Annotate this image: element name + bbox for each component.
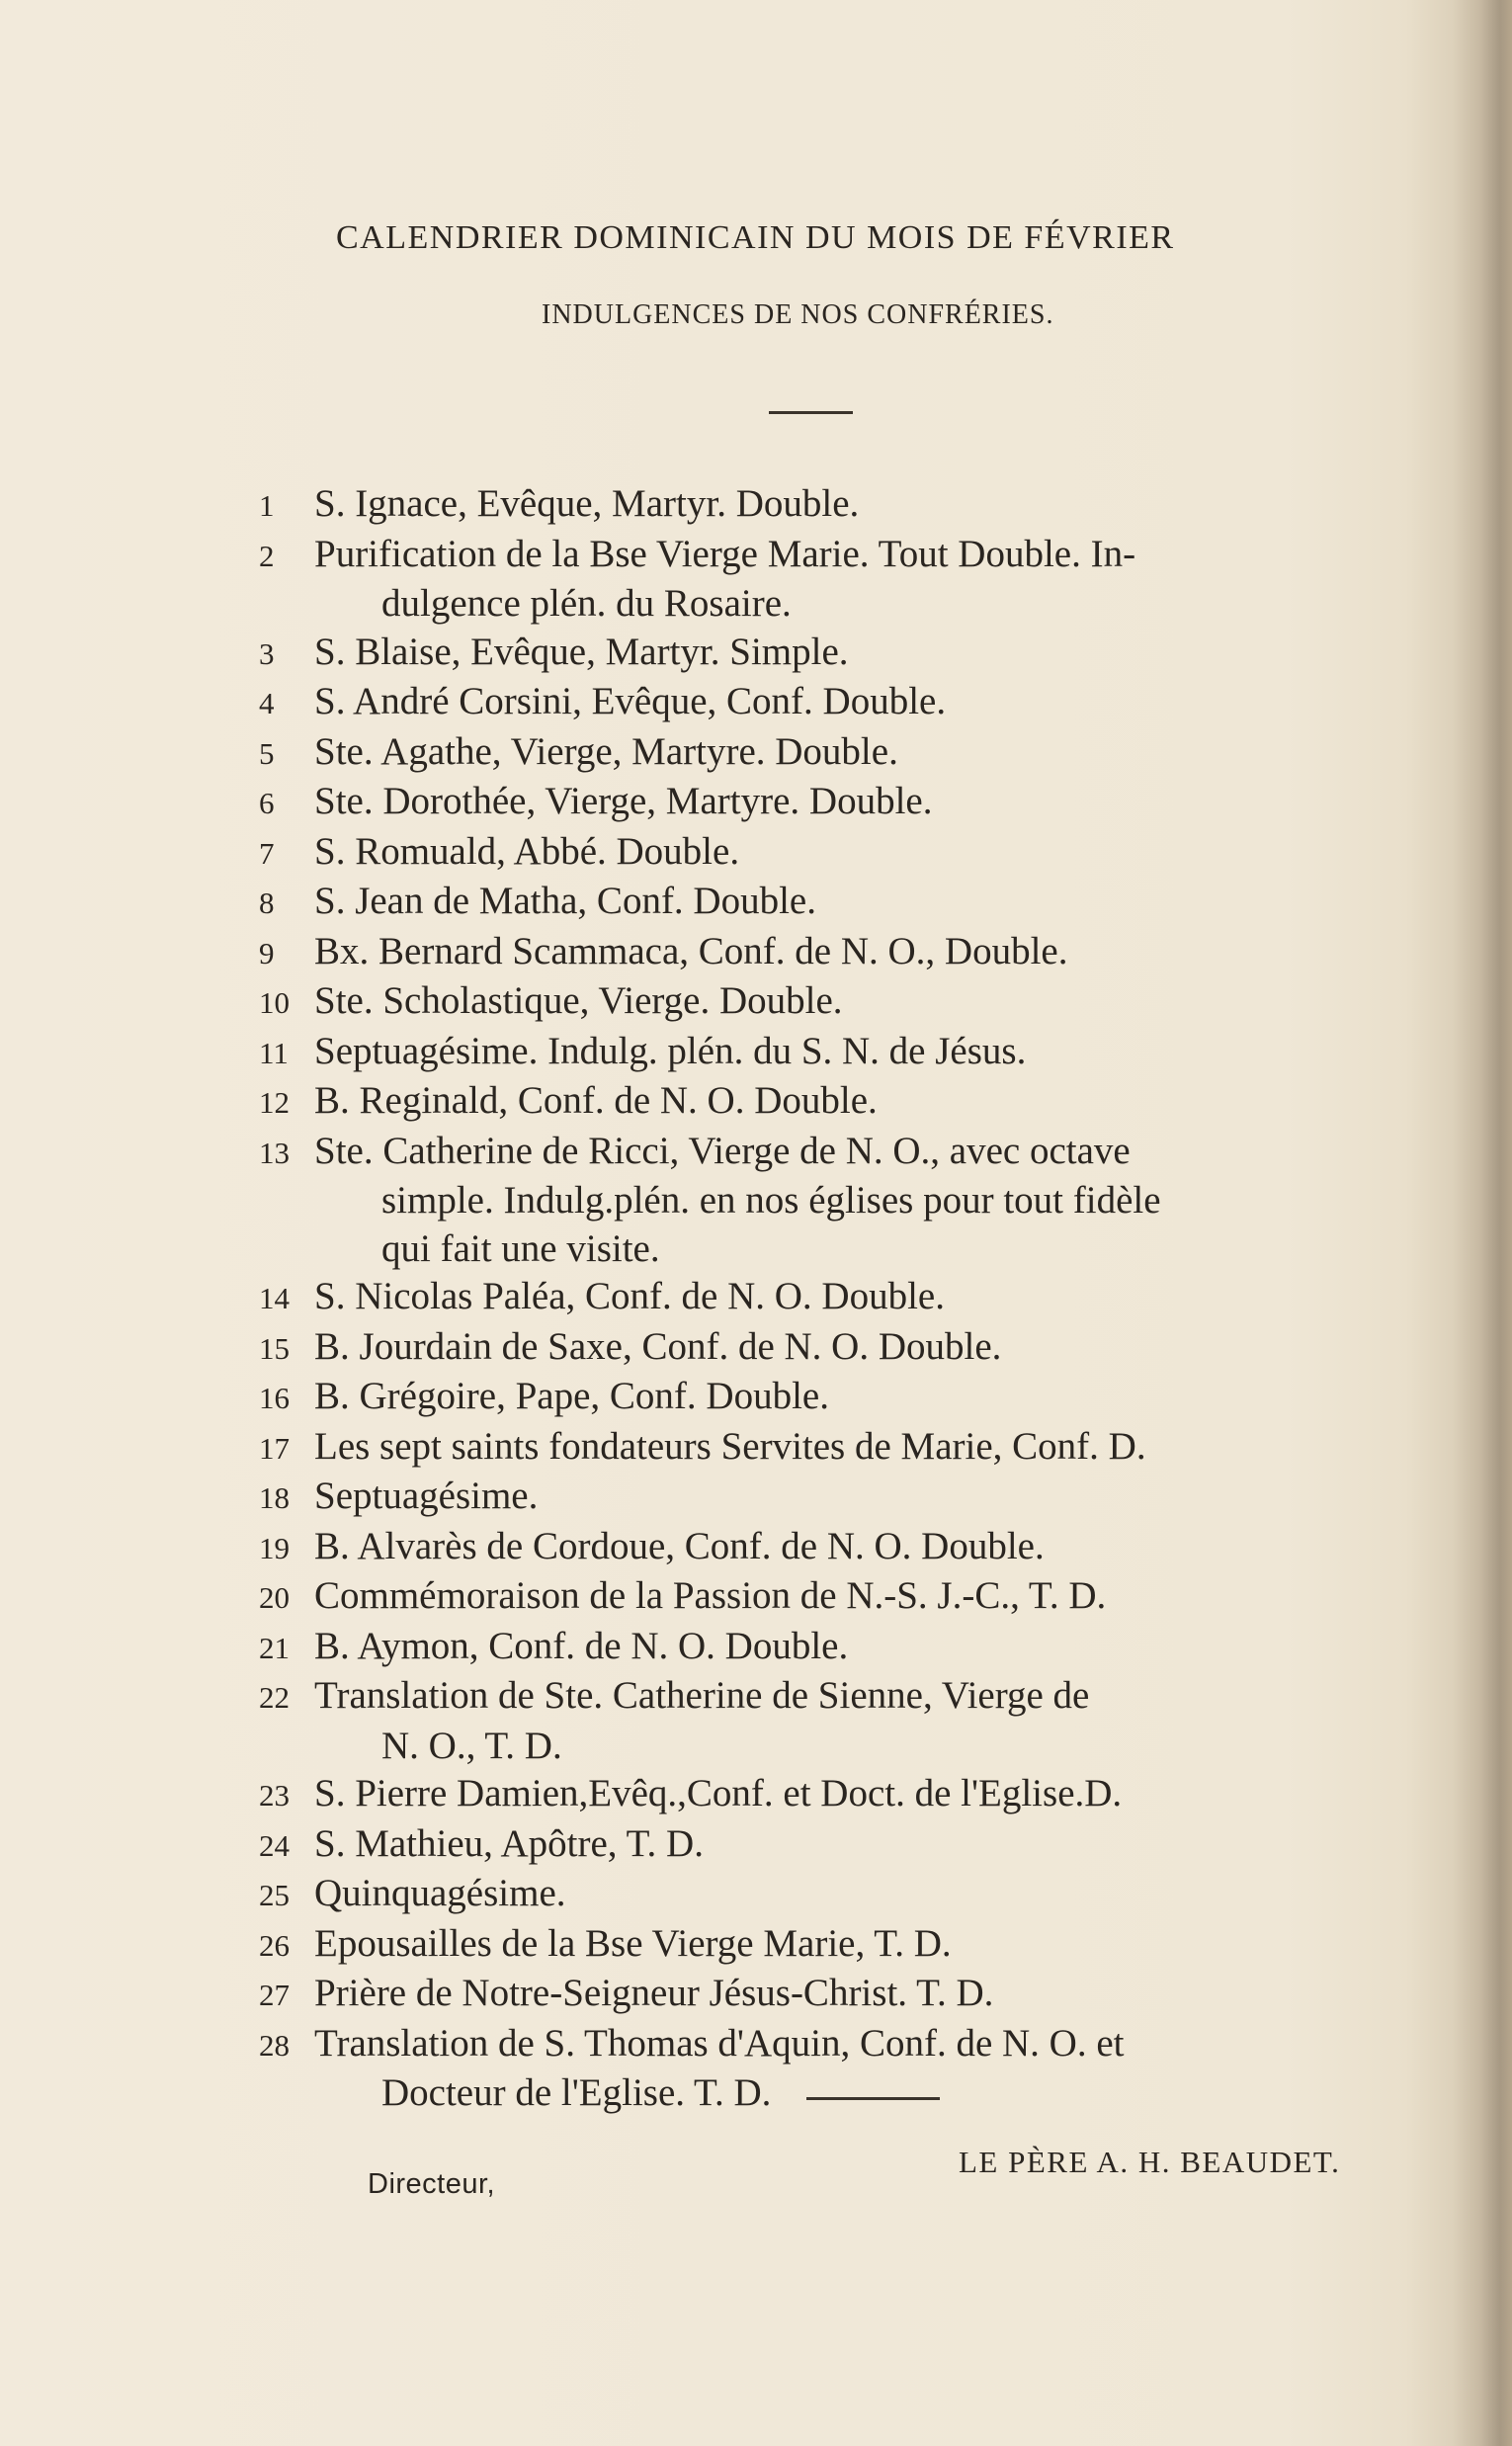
calendar-entry xyxy=(259,1623,1474,1673)
entry-day-number: 21 xyxy=(259,1630,290,1665)
entry-text: Ste. Catherine de Ricci, Vierge de N. O., avec octave xyxy=(314,1129,1131,1172)
entry-day-number: 10 xyxy=(259,985,290,1020)
calendar-entry xyxy=(259,2020,1474,2070)
entry-day-number: 17 xyxy=(259,1430,290,1466)
entry-text: Quinquagésime. xyxy=(314,1872,566,1914)
calendar-entry xyxy=(259,1770,1474,1820)
entry-day-number: 7 xyxy=(259,835,275,871)
calendar-entry xyxy=(259,928,1474,978)
entry-text: Bx. Bernard Scammaca, Conf. de N. O., Double. xyxy=(314,929,1068,972)
entry-day-number: 27 xyxy=(259,1978,290,2012)
entry-text: Ste. Agathe, Vierge, Martyre. Double. xyxy=(314,729,898,773)
entry-day-number: 6 xyxy=(259,786,275,820)
entry-day-number: 14 xyxy=(259,1281,290,1315)
entry-day-number: 20 xyxy=(259,1580,290,1615)
entry-text: Epousailles de la Bse Vierge Marie, T. D. xyxy=(314,1921,952,1965)
entry-text: B. Reginald, Conf. de N. O. Double. xyxy=(314,1079,878,1122)
entry-text: S. Blaise, Evêque, Martyr. Simple. xyxy=(314,630,849,673)
entry-day-number: 18 xyxy=(259,1480,290,1515)
entry-text: Translation de S. Thomas d'Aquin, Conf. de N. O. et xyxy=(314,2021,1125,2065)
entry-text: B. Grégoire, Pape, Conf. Double. xyxy=(314,1375,829,1417)
entry-text: Septuagésime. Indulg. plén. du S. N. de Jésus. xyxy=(314,1029,1027,1072)
entry-day-number: 19 xyxy=(259,1530,290,1565)
entry-text: S. Nicolas Paléa, Conf. de N. O. Double. xyxy=(314,1275,945,1317)
entry-day-number: 24 xyxy=(259,1827,290,1863)
entry-day-number: 1 xyxy=(259,488,275,523)
entry-text: S. Pierre Damien,Evêq.,Conf. et Doct. de l'Eglise.D. xyxy=(314,1772,1123,1814)
calendar-entry xyxy=(259,1373,1474,1423)
calendar-entry xyxy=(259,1273,1474,1323)
entry-text: S. Ignace, Evêque, Martyr. Double. xyxy=(314,482,860,525)
entry-text: Prière de Notre-Seigneur Jésus-Christ. T. D. xyxy=(314,1972,994,2014)
entry-day-number: 23 xyxy=(259,1778,290,1813)
calendar-list xyxy=(259,480,1474,2118)
calendar-entry xyxy=(259,1672,1474,1723)
calendar-entry xyxy=(259,1970,1474,2020)
entry-text: Translation de Ste. Catherine de Sienne, Vierge de xyxy=(314,1674,1090,1717)
page-title: CALENDRIER DOMINICAIN DU MOIS DE FÉVRIER xyxy=(336,219,1175,256)
calendar-entry xyxy=(259,778,1474,828)
entry-text: S. Jean de Matha, Conf. Double. xyxy=(314,880,816,922)
entry-text: Septuagésime. xyxy=(314,1475,539,1517)
calendar-entry xyxy=(259,1870,1474,1920)
entry-text: B. Alvarès de Cordoue, Conf. de N. O. Double. xyxy=(314,1524,1045,1567)
calendar-entry xyxy=(259,977,1474,1028)
entry-day-number: 8 xyxy=(259,886,275,920)
entry-day-number: 3 xyxy=(259,635,275,671)
entry-text: S. André Corsini, Evêque, Conf. Double. xyxy=(314,680,947,722)
entry-day-number: 13 xyxy=(259,1135,290,1170)
divider-bottom xyxy=(806,2097,940,2100)
entry-day-number: 11 xyxy=(259,1035,289,1070)
director-label: Directeur, xyxy=(368,2168,496,2200)
calendar-entry xyxy=(259,480,1474,531)
page-subtitle: INDULGENCES DE NOS CONFRÉRIES. xyxy=(542,299,1054,330)
entry-text: S. Mathieu, Apôtre, T. D. xyxy=(314,1821,704,1865)
entry-day-number: 28 xyxy=(259,2027,290,2063)
entry-continuation: qui fait une visite. xyxy=(381,1226,660,1270)
calendar-entry xyxy=(259,1323,1474,1374)
entry-day-number: 12 xyxy=(259,1085,290,1120)
calendar-entry xyxy=(259,828,1474,879)
entry-day-number: 26 xyxy=(259,1927,290,1963)
entry-day-number: 22 xyxy=(259,1680,290,1715)
calendar-entry xyxy=(259,1523,1474,1573)
entry-text: Ste. Dorothée, Vierge, Martyre. Double. xyxy=(314,780,933,822)
entry-day-number: 16 xyxy=(259,1381,290,1415)
entry-text: Ste. Scholastique, Vierge. Double. xyxy=(314,979,843,1022)
entry-day-number: 9 xyxy=(259,935,275,970)
entry-day-number: 15 xyxy=(259,1330,290,1366)
calendar-entry xyxy=(259,1920,1474,1971)
calendar-entry xyxy=(259,678,1474,728)
calendar-entry xyxy=(259,629,1474,679)
entry-continuation: N. O., T. D. xyxy=(381,1724,562,1767)
entry-text: Commémoraison de la Passion de N.-S. J.-C., T. D. xyxy=(314,1574,1107,1617)
entry-text: B. Jourdain de Saxe, Conf. de N. O. Double. xyxy=(314,1324,1002,1368)
entry-continuation: Docteur de l'Eglise. T. D. xyxy=(381,2071,772,2114)
entry-text: Les sept saints fondateurs Servites de Marie, Conf. D. xyxy=(314,1424,1146,1468)
calendar-entry xyxy=(259,531,1474,581)
entry-day-number: 5 xyxy=(259,735,275,771)
entry-continuation: dulgence plén. du Rosaire. xyxy=(381,582,792,625)
calendar-entry xyxy=(259,1423,1474,1474)
entry-text: Purification de la Bse Vierge Marie. Tout Double. In- xyxy=(314,532,1136,575)
entry-text: S. Romuald, Abbé. Double. xyxy=(314,829,740,873)
calendar-entry xyxy=(259,1028,1474,1078)
signature: LE PÈRE A. H. BEAUDET. xyxy=(959,2145,1341,2179)
entry-continuation: simple. Indulg.plén. en nos églises pour tout fidèle xyxy=(381,1179,1161,1222)
calendar-entry xyxy=(259,1820,1474,1871)
calendar-entry xyxy=(259,1473,1474,1523)
calendar-entry xyxy=(259,1128,1474,1178)
entry-day-number: 4 xyxy=(259,686,275,720)
entry-day-number: 25 xyxy=(259,1878,290,1912)
divider-top xyxy=(769,411,853,414)
calendar-entry xyxy=(259,1572,1474,1623)
entry-text: B. Aymon, Conf. de N. O. Double. xyxy=(314,1624,849,1667)
calendar-entry xyxy=(259,878,1474,928)
calendar-entry xyxy=(259,1077,1474,1128)
entry-day-number: 2 xyxy=(259,538,275,573)
calendar-entry xyxy=(259,728,1474,779)
